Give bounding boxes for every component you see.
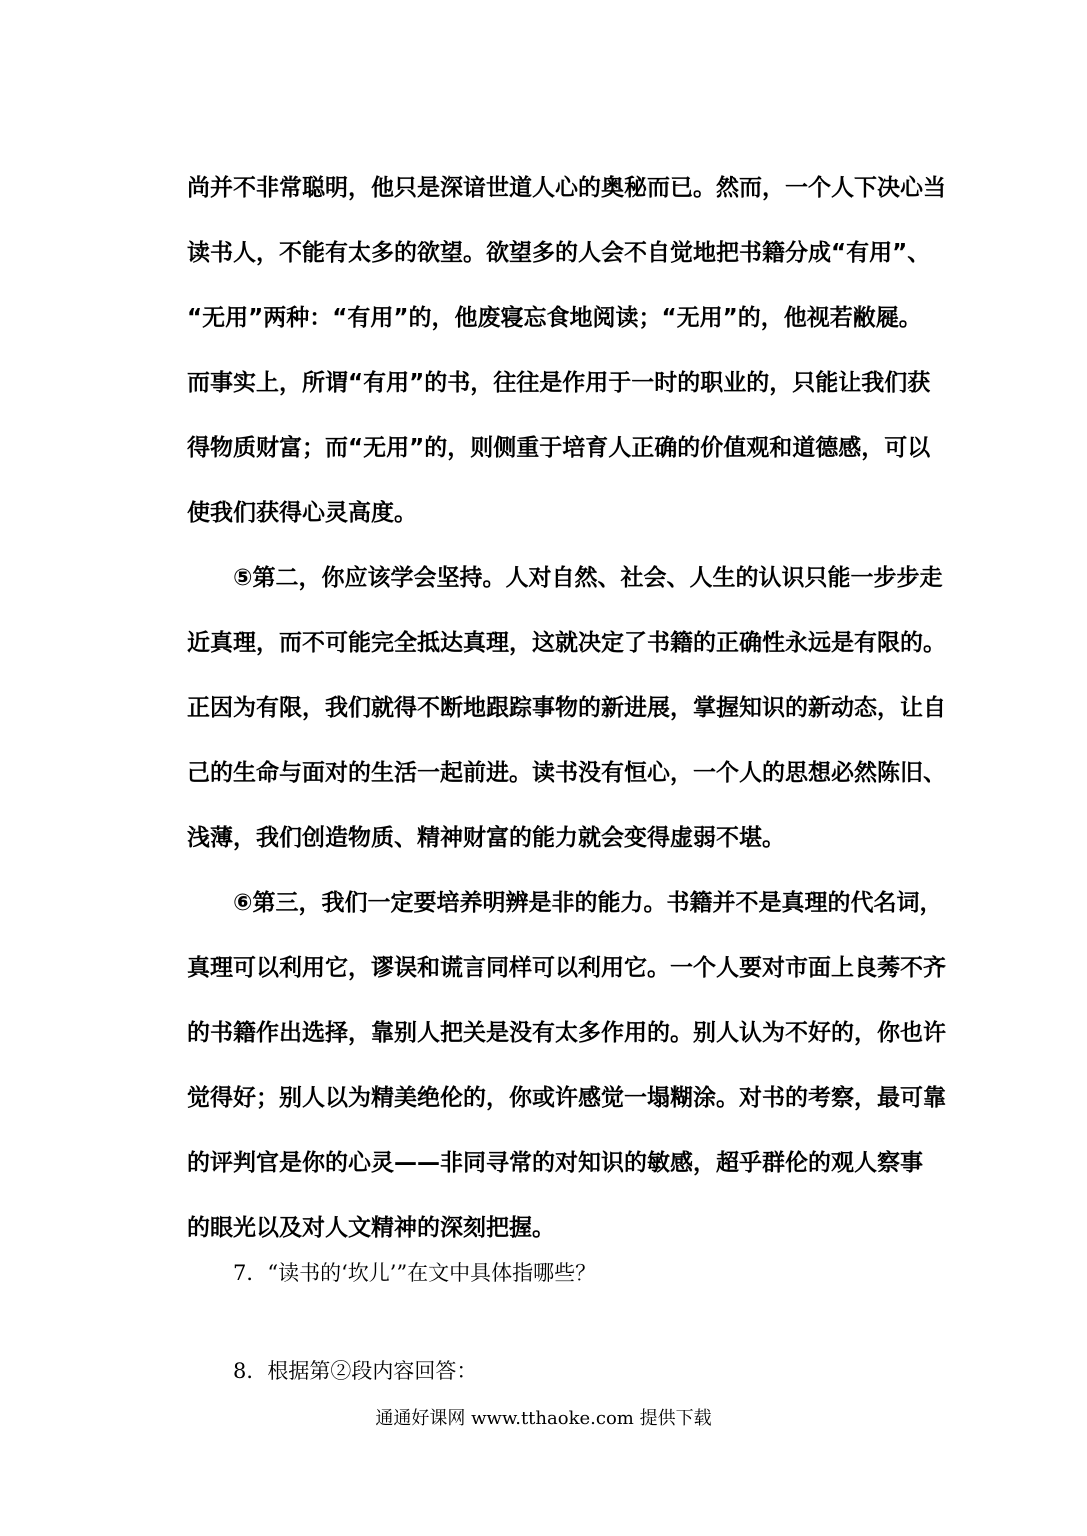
text-line: 尚并不非常聪明，他只是深谙世道人心的奥秘而已。然而，一个人下决心当 (187, 175, 946, 201)
page-footer: 通通好课网 www.tthaoke.com 提供下载 (375, 1408, 712, 1429)
text-line: 的书籍作出选择，靠别人把关是没有太多作用的。别人认为不好的，你也许 (187, 1020, 946, 1046)
paragraph-6-first-line: ⑥第三，我们一定要培养明辨是非的能力。书籍并不是真理的代名词， (233, 890, 943, 916)
text-line: 的评判官是你的心灵——非同寻常的对知识的敏感，超乎群伦的观人察事 (187, 1150, 923, 1176)
text-line: 真理可以利用它，谬误和谎言同样可以利用它。一个人要对市面上良莠不齐 (187, 955, 946, 981)
text-line: 浅薄，我们创造物质、精神财富的能力就会变得虚弱不堪。 (187, 825, 785, 851)
text-line: 己的生命与面对的生活一起前进。读书没有恒心，一个人的思想必然陈旧、 (187, 760, 946, 786)
paragraph-5-first-line: ⑤第二，你应该学会坚持。人对自然、社会、人生的认识只能一步步走 (233, 565, 943, 591)
text-line: 读书人，不能有太多的欲望。欲望多的人会不自觉地把书籍分成“有用”、 (187, 240, 931, 266)
text-line: 得物质财富；而“无用”的，则侧重于培育人正确的价值观和道德感，可以 (187, 435, 931, 461)
text-line: 正因为有限，我们就得不断地跟踪事物的新进展，掌握知识的新动态，让自 (187, 695, 946, 721)
text-line: “无用”两种：“有用”的，他废寝忘食地阅读；“无用”的，他视若敝屣。 (187, 305, 922, 331)
text-line: 觉得好；别人以为精美绝伦的，你或许感觉一塌糊涂。对书的考察，最可靠 (187, 1085, 946, 1111)
text-line: 的眼光以及对人文精神的深刻把握。 (187, 1215, 555, 1241)
text-line: 使我们获得心灵高度。 (187, 500, 417, 526)
question-8: 8．根据第②段内容回答： (233, 1359, 478, 1383)
text-line: 而事实上，所谓“有用”的书，往往是作用于一时的职业的，只能让我们获 (187, 370, 931, 396)
text-line: 近真理，而不可能完全抵达真理，这就决定了书籍的正确性永远是有限的。 (187, 630, 946, 656)
question-7: 7．“读书的‘坎儿’”在文中具体指哪些？ (233, 1261, 597, 1285)
